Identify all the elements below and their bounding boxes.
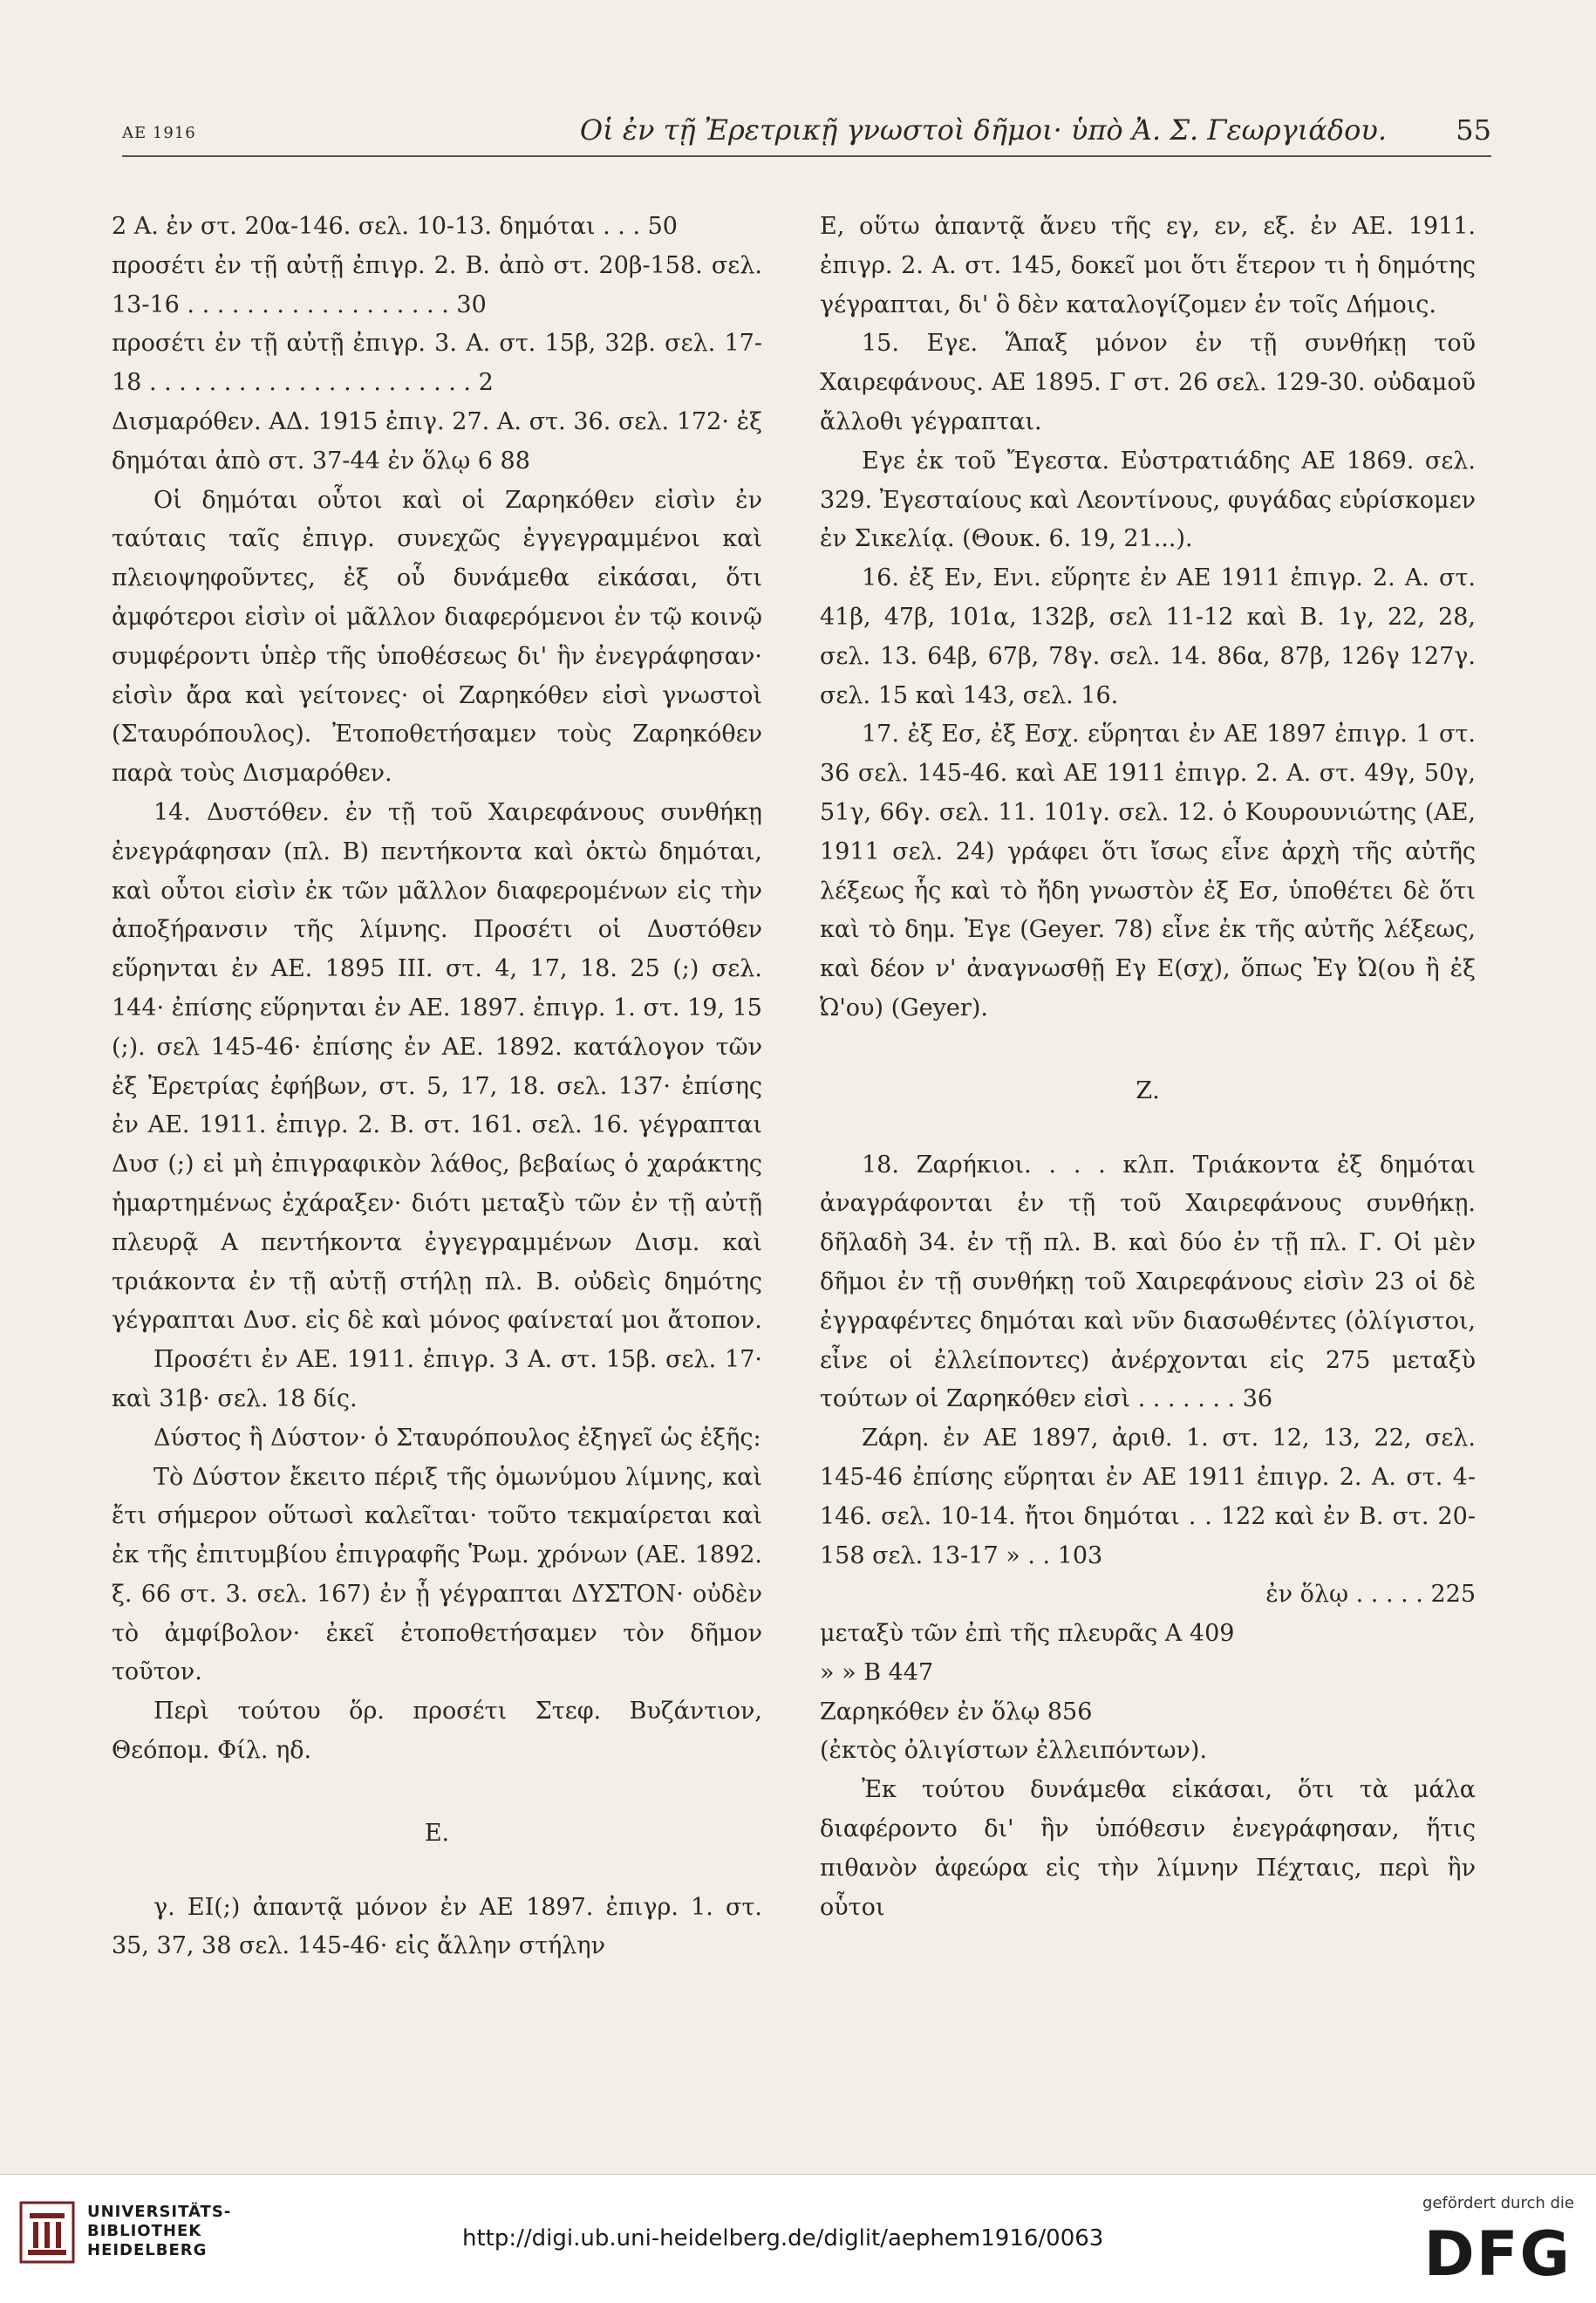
paragraph: Δύστος ἢ Δύστον· ὁ Σταυρόπουλος ἐξηγεῖ ὡς ἑξῆς: <box>153 1424 761 1452</box>
paragraph: Ἐκ τούτου δυνάμεθα εἰκάσαι, ὅτι τὰ μάλα διαφέροντο δι' ἣν ὑπόθεσιν ἐνεγράφησαν, ἥτις πιθανὸν ἀφεώρα εἰς τὴν λίμνην Πέχταις, περὶ ἣν οὗτοι <box>820 1776 1476 1921</box>
paragraph: Ζάρη. ἐν ΑΕ 1897, ἀριθ. 1. στ. 12, 13, 22, σελ. 145-46 ἐπίσης εὕρηται ἐν ΑΕ 1911 ἐπιγρ. 2. Α. στ. 4-146. σελ. 10-14. ἤτοι δημόται . . 122 καὶ ἐν Β. στ. 20-158 σελ. 13-17 » . . 103 <box>820 1425 1476 1569</box>
library-seal-icon <box>19 2201 75 2264</box>
tally-line: ἐν ὅλῳ . . . . . 225 <box>1265 1581 1476 1609</box>
paragraph: 15. Εγε. Ἅπαξ μόνον ἐν τῇ συνθήκῃ τοῦ Χαιρεφάνους. ΑΕ 1895. Γ στ. 26 σελ. 129-30. οὐδαμοῦ ἄλλοθι γέγραπται. <box>820 330 1476 435</box>
page-number: 55 <box>1456 113 1491 147</box>
paragraph: 16. ἐξ Εν, Ενι. εὕρητε ἐν ΑΕ 1911 ἐπιγρ. 2. Α. στ. 41β, 47β, 101α, 132β, σελ 11-12 καὶ Β. 1γ, 22, 28, σελ. 13. 64β, 67β, 78γ. σελ. 14. 86α, 87β, 126γ 127γ. σελ. 15 καὶ 143, σελ. 16. <box>820 564 1476 709</box>
paragraph: Προσέτι ἐν ΑΕ. 1911. ἐπιγρ. 3 Α. στ. 15β. σελ. 17· καὶ 31β· σελ. 18 δίς. <box>112 1346 762 1412</box>
journal-ref: ΑΕ 1916 <box>122 124 196 142</box>
tally-line: Ζαρηκόθεν ἐν ὅλῳ 856 <box>820 1698 1093 1726</box>
digitization-footer <box>0 2174 1596 2303</box>
paragraph: Δισμαρόθεν. ΑΔ. 1915 ἐπιγ. 27. Α. στ. 36. σελ. 172· ἐξ δημόται ἀπὸ στ. 37-44 ἐν ὅλῳ 6 88 <box>112 407 762 475</box>
paragraph: 14. Δυστόθεν. ἐν τῇ τοῦ Χαιρεφάνους συνθήκῃ ἐνεγράφησαν (πλ. Β) πεντήκοντα καὶ ὀκτὼ δημόται, καὶ οὗτοι εἰσὶν ἐκ τῶν μᾶλλον διαφερομένων εἰς τὴν ἀποξήρανσιν τῆς λίμνης. Προσέτι οἱ Δυστόθεν εὕρηνται ἐν ΑΕ. 1895 ΙΙΙ. στ. 4, 17, 18. 25 (;) σελ. 144· ἐπίσης εὕρηνται ἐν ΑΕ. 1897. ἐπιγρ. 1. στ. 19, 15 (;). σελ 145-46· ἐπίσης ἐν ΑΕ. 1892. κατάλογον τῶν ἐξ Ἐρετρίας ἐφήβων, στ. 5, 17, 18. σελ. 137· ἐπίσης ἐν ΑΕ. 1911. ἐπιγρ. 2. Β. στ. 161. σελ. 16. γέγραπται Δυσ (;) εἰ μὴ ἐπιγραφικὸν λάθος, βεβαίως ὁ χαράκτης ἡμαρτημένως ἐχάραξεν· διότι μεταξὺ τῶν ἐν τῇ αὐτῇ πλευρᾷ Α πεντήκοντα ἐγγεγραμμένων Δισμ. καὶ τριάκοντα ἐν τῇ αὐτῇ στήλῃ πλ. Β. οὐδεὶς δημότης γέγραπται Δυσ. εἰς δὲ καὶ μόνος φαίνεταί μοι ἄτοπον. <box>112 798 762 1335</box>
paragraph: Εγε ἐκ τοῦ Ἔγεστα. Εὐστρατιάδης ΑΕ 1869. σελ. 329. Ἐγεσταίους καὶ Λεοντίνους, φυγάδας εὑρίσκομεν ἐν Σικελίᾳ. (Θουκ. 6. 19, 21...). <box>820 447 1476 553</box>
running-title: Οἱ ἐν τῇ Ἐρετρικῇ γνωστοὶ δῆμοι· ὑπὸ Ἀ. Σ. Γεωργιάδου. <box>579 113 1387 147</box>
right-column <box>820 208 1476 1927</box>
paragraph: Τὸ Δύστον ἔκειτο πέριξ τῆς ὁμωνύμου λίμνης, καὶ ἔτι σήμερον οὕτωσὶ καλεῖται· τοῦτο τεκμαίρεται καὶ ἐκ τῆς ἐπιτυμβίου ἐπιγραφῆς Ῥωμ. χρόνων (ΑΕ. 1892. ξ. 66 στ. 3. σελ. 167) ἐν ᾗ γέγραπται ΔΥΣΤΟΝ· οὐδὲν τὸ ἀμφίβολον· ἐκεῖ ἐτοποθετήσαμεν τὸν δῆμον τοῦτον. <box>112 1463 762 1686</box>
left-column <box>112 208 762 1966</box>
library-name <box>87 2203 231 2260</box>
paragraph: Περὶ τούτου ὅρ. προσέτι Στεφ. Βυζάντιον, Θεόπομ. Φίλ. ηδ. <box>112 1698 762 1765</box>
paragraph: προσέτι ἐν τῇ αὐτῇ ἐπιγρ. 2. Β. ἀπὸ στ. 20β-158. σελ. 13-16 . . . . . . . . . . . . . . . . . . 30 <box>112 251 762 318</box>
paragraph: γ. ΕΙ(;) ἀπαντᾷ μόνον ἐν ΑΕ 1897. ἐπιγρ. 1. στ. 35, 37, 38 σελ. 145-46· εἰς ἄλλην στήλην <box>112 1893 762 1960</box>
paragraph: 17. ἐξ Εσ, ἐξ Εσχ. εὕρηται ἐν ΑΕ 1897 ἐπιγρ. 1 στ. 36 σελ. 145-46. καὶ ΑΕ 1911 ἐπιγρ. 2. Α. στ. 49γ, 50γ, 51γ, 66γ. σελ. 11. 101γ. σελ. 12. ὁ Κουρουνιώτης (ΑΕ, 1911 σελ. 24) γράφει ὅτι ἴσως εἶνε ἀρχὴ τῆς αὐτῆς λέξεως ἧς καὶ τὸ ἤδη γνωστὸν ἐξ Εσ, ὑποθέτει δὲ ὅτι καὶ τὸ δημ. Ἐγε (Geyer. 78) εἶνε ἐκ τῆς αὐτῆς λέξεως, καὶ δέον ν' ἀναγνωσθῇ Εγ Ε(σχ), ὅπως Ἐγ Ὠ(ου ἢ ἐξ Ὠ'ου) (Geyer). <box>820 721 1476 1022</box>
tally-line: μεταξὺ τῶν ἐπὶ τῆς πλευρᾶς Α 409 <box>820 1620 1235 1648</box>
source-url-link[interactable]: http://digi.ub.uni-heidelberg.de/diglit/aephem1916/0063 <box>462 2225 1104 2252</box>
paragraph: Οἱ δημόται οὗτοι καὶ οἱ Ζαρηκόθεν εἰσὶν ἐν ταύταις ταῖς ἐπιγρ. συνεχῶς ἐγγεγραμμένοι καὶ πλειοψηφοῦντες, ἐξ οὗ δυνάμεθα εἰκάσαι, ὅτι ἀμφότεροι εἰσὶν οἱ μᾶλλον διαφερόμενοι ἐν τῷ κοινῷ συμφέροντι ὑπὲρ τῆς ὑποθέσεως δι' ἣν ἐνεγράφησαν· εἰσὶν ἄρα καὶ γείτονες· οἱ Ζαρηκόθεν εἰσὶ γνωστοὶ (Σταυρόπουλος). Ἐτοποθετήσαμεν τοὺς Ζαρηκόθεν παρὰ τοὺς Δισμαρόθεν. <box>112 486 762 788</box>
library-name-text: UNIVERSITÄTS- BIBLIOTHEK HEIDELBERG <box>87 2203 232 2259</box>
paragraph: Ε, οὕτω ἀπαντᾷ ἄνευ τῆς εγ, εν, εξ. ἐν ΑΕ. 1911. ἐπιγρ. 2. Α. στ. 145, δοκεῖ μοι ὅτι ἕτερον τι ἡ δημότης γέγραπται, δι' ὃ δὲν καταλογίζομεν ἐν τοῖς Δήμοις. <box>820 213 1476 318</box>
paragraph: 18. Ζαρήκιοι. . . . κλπ. Τριάκοντα ἐξ δημόται ἀναγράφονται ἐν τῇ τοῦ Χαιρεφάνους συνθήκῃ. δῆλαδὴ 34. ἐν τῇ πλ. Β. καὶ δύο ἐν τῇ πλ. Γ. Οἱ μὲν δῆμοι ἐν τῇ συνθήκῃ τοῦ Χαιρεφάνους εἰσὶν 23 οἱ δὲ ἐγγραφέντες δημόται καὶ νῦν διασωθέντες (ὀλίγιστοι, εἶνε οἱ ἐλλείποντες) ἀνέρχονται εἰς 275 μεταξὺ τούτων οἱ Ζαρηκόθεν εἰσὶ . . . . . . . 36 <box>820 1151 1476 1413</box>
running-header <box>122 112 1491 157</box>
dfg-logo: DFG <box>1423 2218 1572 2290</box>
paragraph: προσέτι ἐν τῇ αὐτῇ ἐπιγρ. 3. Α. στ. 15β, 32β. σελ. 17-18 . . . . . . . . . . . . . . . . . . . . . . 2 <box>112 330 762 397</box>
paragraph: 2 Α. ἐν στ. 20α-146. σελ. 10-13. δημόται . . . 50 <box>112 213 678 240</box>
section-heading: Ζ. <box>1136 1076 1160 1104</box>
tally-line: » » Β 447 <box>820 1658 934 1686</box>
funded-by-label: gefördert durch die <box>1422 2194 1574 2212</box>
paragraph: (ἐκτὸς ὀλιγίστων ἐλλειπόντων). <box>820 1737 1208 1765</box>
section-heading: Ε. <box>424 1819 450 1847</box>
